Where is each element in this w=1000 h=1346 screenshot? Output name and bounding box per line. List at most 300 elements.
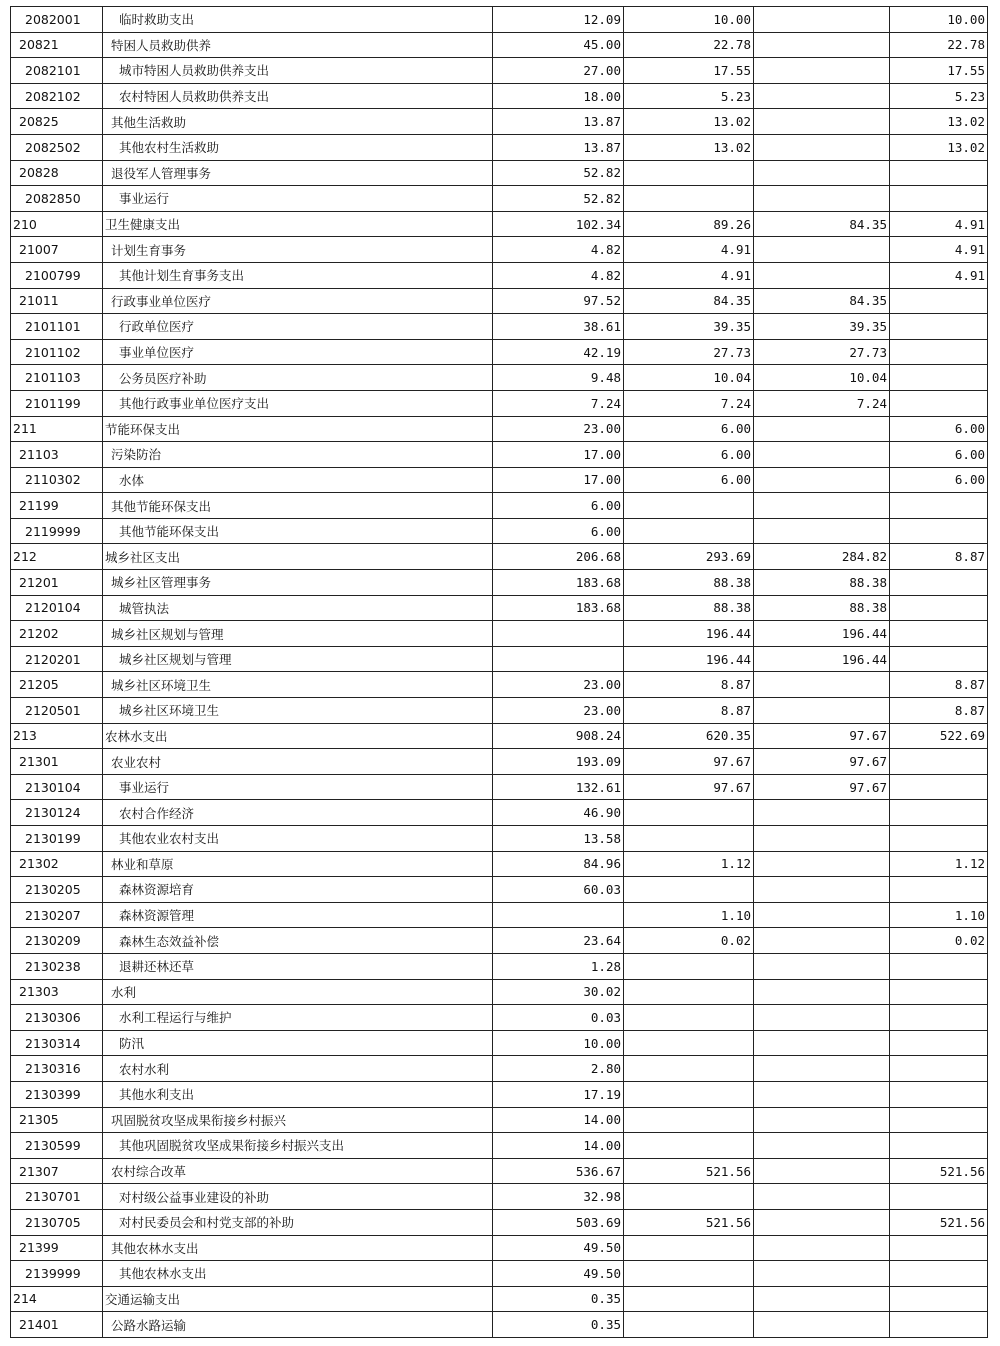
amount-col1-cell: 42.19 — [493, 339, 624, 365]
table-row — [11, 1235, 988, 1261]
amount-col2-cell: 196.44 — [624, 646, 754, 672]
amount-col3-cell — [754, 237, 890, 263]
amount-col4-cell — [890, 160, 988, 186]
amount-col1-cell: 9.48 — [493, 365, 624, 391]
account-code-cell: 213 — [11, 723, 103, 749]
amount-col1-cell: 49.50 — [493, 1235, 624, 1261]
amount-col1-cell: 1.28 — [493, 953, 624, 979]
account-code-cell: 211 — [11, 416, 103, 442]
amount-col4-cell — [890, 1005, 988, 1031]
amount-col1-cell: 13.87 — [493, 134, 624, 160]
amount-col1-cell: 102.34 — [493, 211, 624, 237]
table-row — [11, 134, 988, 160]
amount-col1-cell: 0.35 — [493, 1312, 624, 1338]
account-code-cell: 2130104 — [11, 774, 103, 800]
amount-col4-cell — [890, 390, 988, 416]
amount-col4-cell — [890, 1184, 988, 1210]
amount-col3-cell — [754, 518, 890, 544]
account-code-cell: 2139999 — [11, 1261, 103, 1287]
table-row — [11, 646, 988, 672]
account-name-cell: 其他计划生育事务支出 — [103, 262, 493, 288]
amount-col1-cell: 97.52 — [493, 288, 624, 314]
amount-col4-cell — [890, 953, 988, 979]
amount-col2-cell — [624, 1056, 754, 1082]
amount-col3-cell — [754, 851, 890, 877]
account-code-cell: 2130705 — [11, 1209, 103, 1235]
account-code-cell: 20825 — [11, 109, 103, 135]
amount-col4-cell — [890, 1261, 988, 1287]
amount-col1-cell: 27.00 — [493, 58, 624, 84]
account-code-cell: 214 — [11, 1286, 103, 1312]
amount-col2-cell — [624, 1261, 754, 1287]
account-name-cell: 城乡社区管理事务 — [103, 570, 493, 596]
account-code-cell: 2101102 — [11, 339, 103, 365]
amount-col4-cell — [890, 288, 988, 314]
amount-col1-cell: 503.69 — [493, 1209, 624, 1235]
amount-col2-cell — [624, 160, 754, 186]
account-name-cell: 防汛 — [103, 1030, 493, 1056]
account-name-cell: 农业农村 — [103, 749, 493, 775]
amount-col2-cell: 8.87 — [624, 672, 754, 698]
amount-col1-cell: 38.61 — [493, 314, 624, 340]
amount-col3-cell — [754, 467, 890, 493]
table-row — [11, 544, 988, 570]
amount-col4-cell: 17.55 — [890, 58, 988, 84]
account-name-cell: 城乡社区环境卫生 — [103, 672, 493, 698]
amount-col4-cell — [890, 800, 988, 826]
amount-col3-cell — [754, 877, 890, 903]
amount-col2-cell: 4.91 — [624, 262, 754, 288]
account-code-cell: 2101101 — [11, 314, 103, 340]
account-name-cell: 公路水路运输 — [103, 1312, 493, 1338]
amount-col2-cell: 13.02 — [624, 134, 754, 160]
account-name-cell: 农村特困人员救助供养支出 — [103, 83, 493, 109]
amount-col3-cell: 97.67 — [754, 749, 890, 775]
amount-col3-cell — [754, 826, 890, 852]
amount-col1-cell: 23.64 — [493, 928, 624, 954]
amount-col2-cell — [624, 1030, 754, 1056]
amount-col1-cell — [493, 646, 624, 672]
amount-col2-cell: 6.00 — [624, 467, 754, 493]
amount-col3-cell — [754, 109, 890, 135]
amount-col1-cell: 23.00 — [493, 416, 624, 442]
account-name-cell: 农林水支出 — [103, 723, 493, 749]
amount-col1-cell: 23.00 — [493, 672, 624, 698]
amount-col1-cell: 52.82 — [493, 186, 624, 212]
amount-col3-cell — [754, 1184, 890, 1210]
amount-col1-cell: 183.68 — [493, 570, 624, 596]
account-code-cell: 2130399 — [11, 1081, 103, 1107]
account-name-cell: 其他农村生活救助 — [103, 134, 493, 160]
account-code-cell: 2130599 — [11, 1133, 103, 1159]
account-code-cell: 21202 — [11, 621, 103, 647]
account-name-cell: 其他节能环保支出 — [103, 518, 493, 544]
amount-col3-cell — [754, 7, 890, 33]
account-code-cell: 2082001 — [11, 7, 103, 33]
account-name-cell: 污染防治 — [103, 442, 493, 468]
table-row — [11, 979, 988, 1005]
amount-col4-cell — [890, 1081, 988, 1107]
amount-col2-cell: 88.38 — [624, 570, 754, 596]
amount-col2-cell — [624, 826, 754, 852]
account-name-cell: 水利 — [103, 979, 493, 1005]
account-name-cell: 城乡社区规划与管理 — [103, 646, 493, 672]
account-code-cell: 2130314 — [11, 1030, 103, 1056]
amount-col1-cell: 18.00 — [493, 83, 624, 109]
amount-col1-cell: 2.80 — [493, 1056, 624, 1082]
amount-col4-cell: 6.00 — [890, 467, 988, 493]
account-code-cell: 2130207 — [11, 902, 103, 928]
amount-col1-cell: 45.00 — [493, 32, 624, 58]
amount-col1-cell: 4.82 — [493, 262, 624, 288]
amount-col4-cell: 521.56 — [890, 1158, 988, 1184]
amount-col2-cell: 521.56 — [624, 1209, 754, 1235]
amount-col3-cell: 88.38 — [754, 595, 890, 621]
account-code-cell: 2110302 — [11, 467, 103, 493]
table-row — [11, 186, 988, 212]
account-name-cell: 其他节能环保支出 — [103, 493, 493, 519]
amount-col3-cell: 7.24 — [754, 390, 890, 416]
account-name-cell: 城市特困人员救助供养支出 — [103, 58, 493, 84]
amount-col1-cell: 14.00 — [493, 1133, 624, 1159]
account-name-cell: 退耕还林还草 — [103, 953, 493, 979]
amount-col4-cell — [890, 621, 988, 647]
amount-col2-cell: 97.67 — [624, 774, 754, 800]
amount-col1-cell: 32.98 — [493, 1184, 624, 1210]
table-row — [11, 314, 988, 340]
amount-col1-cell: 0.03 — [493, 1005, 624, 1031]
amount-col1-cell: 908.24 — [493, 723, 624, 749]
amount-col2-cell: 6.00 — [624, 416, 754, 442]
amount-col4-cell: 522.69 — [890, 723, 988, 749]
account-name-cell: 其他行政事业单位医疗支出 — [103, 390, 493, 416]
amount-col4-cell — [890, 570, 988, 596]
amount-col1-cell: 132.61 — [493, 774, 624, 800]
amount-col3-cell — [754, 672, 890, 698]
amount-col1-cell: 7.24 — [493, 390, 624, 416]
account-code-cell: 21307 — [11, 1158, 103, 1184]
table-row — [11, 877, 988, 903]
amount-col3-cell — [754, 1158, 890, 1184]
amount-col3-cell: 27.73 — [754, 339, 890, 365]
amount-col3-cell: 97.67 — [754, 774, 890, 800]
table-row — [11, 262, 988, 288]
amount-col3-cell — [754, 1235, 890, 1261]
amount-col2-cell — [624, 1184, 754, 1210]
table-row — [11, 698, 988, 724]
account-code-cell: 2130316 — [11, 1056, 103, 1082]
account-code-cell: 2119999 — [11, 518, 103, 544]
amount-col1-cell: 6.00 — [493, 518, 624, 544]
amount-col4-cell — [890, 314, 988, 340]
amount-col3-cell — [754, 32, 890, 58]
account-name-cell: 农村水利 — [103, 1056, 493, 1082]
amount-col4-cell — [890, 1286, 988, 1312]
amount-col1-cell — [493, 902, 624, 928]
amount-col1-cell: 17.00 — [493, 442, 624, 468]
account-name-cell: 森林生态效益补偿 — [103, 928, 493, 954]
account-name-cell: 森林资源培育 — [103, 877, 493, 903]
account-name-cell: 事业运行 — [103, 186, 493, 212]
account-code-cell: 21103 — [11, 442, 103, 468]
amount-col1-cell: 13.58 — [493, 826, 624, 852]
table-row — [11, 518, 988, 544]
amount-col4-cell: 0.02 — [890, 928, 988, 954]
account-code-cell: 20828 — [11, 160, 103, 186]
account-code-cell: 2082101 — [11, 58, 103, 84]
account-name-cell: 水体 — [103, 467, 493, 493]
amount-col2-cell — [624, 186, 754, 212]
amount-col4-cell: 4.91 — [890, 262, 988, 288]
amount-col2-cell: 88.38 — [624, 595, 754, 621]
amount-col4-cell: 13.02 — [890, 109, 988, 135]
amount-col2-cell: 1.10 — [624, 902, 754, 928]
amount-col4-cell: 10.00 — [890, 7, 988, 33]
account-code-cell: 2130199 — [11, 826, 103, 852]
account-name-cell: 事业运行 — [103, 774, 493, 800]
amount-col2-cell — [624, 1312, 754, 1338]
account-code-cell: 2120104 — [11, 595, 103, 621]
amount-col4-cell — [890, 749, 988, 775]
amount-col4-cell — [890, 186, 988, 212]
table-row — [11, 1056, 988, 1082]
amount-col4-cell: 22.78 — [890, 32, 988, 58]
amount-col4-cell — [890, 1235, 988, 1261]
account-name-cell: 林业和草原 — [103, 851, 493, 877]
account-code-cell: 21401 — [11, 1312, 103, 1338]
table-row — [11, 493, 988, 519]
table-row — [11, 58, 988, 84]
account-code-cell: 212 — [11, 544, 103, 570]
amount-col3-cell — [754, 1056, 890, 1082]
amount-col1-cell: 23.00 — [493, 698, 624, 724]
account-name-cell: 卫生健康支出 — [103, 211, 493, 237]
table-row — [11, 749, 988, 775]
account-code-cell: 2082850 — [11, 186, 103, 212]
account-code-cell: 2101103 — [11, 365, 103, 391]
amount-col2-cell: 22.78 — [624, 32, 754, 58]
amount-col3-cell — [754, 1286, 890, 1312]
account-code-cell: 2130306 — [11, 1005, 103, 1031]
table-row — [11, 1261, 988, 1287]
table-row — [11, 160, 988, 186]
amount-col3-cell — [754, 902, 890, 928]
amount-col3-cell — [754, 800, 890, 826]
amount-col2-cell — [624, 1107, 754, 1133]
amount-col3-cell: 196.44 — [754, 646, 890, 672]
account-name-cell: 水利工程运行与维护 — [103, 1005, 493, 1031]
amount-col3-cell — [754, 979, 890, 1005]
account-name-cell: 交通运输支出 — [103, 1286, 493, 1312]
amount-col4-cell — [890, 1030, 988, 1056]
amount-col1-cell: 46.90 — [493, 800, 624, 826]
amount-col2-cell — [624, 1081, 754, 1107]
table-row — [11, 288, 988, 314]
account-name-cell: 行政单位医疗 — [103, 314, 493, 340]
amount-col4-cell: 6.00 — [890, 442, 988, 468]
account-name-cell: 退役军人管理事务 — [103, 160, 493, 186]
account-code-cell: 2120201 — [11, 646, 103, 672]
amount-col1-cell: 52.82 — [493, 160, 624, 186]
account-code-cell: 2130701 — [11, 1184, 103, 1210]
budget-table — [10, 6, 988, 1338]
amount-col1-cell: 6.00 — [493, 493, 624, 519]
account-code-cell: 21303 — [11, 979, 103, 1005]
amount-col3-cell — [754, 134, 890, 160]
amount-col2-cell: 27.73 — [624, 339, 754, 365]
account-code-cell: 2101199 — [11, 390, 103, 416]
account-code-cell: 21199 — [11, 493, 103, 519]
amount-col4-cell — [890, 979, 988, 1005]
amount-col2-cell — [624, 493, 754, 519]
amount-col1-cell: 193.09 — [493, 749, 624, 775]
amount-col4-cell — [890, 518, 988, 544]
amount-col3-cell: 84.35 — [754, 211, 890, 237]
account-code-cell: 2130205 — [11, 877, 103, 903]
amount-col1-cell: 14.00 — [493, 1107, 624, 1133]
amount-col3-cell — [754, 442, 890, 468]
amount-col4-cell — [890, 774, 988, 800]
amount-col1-cell: 10.00 — [493, 1030, 624, 1056]
amount-col3-cell: 88.38 — [754, 570, 890, 596]
amount-col2-cell: 84.35 — [624, 288, 754, 314]
amount-col3-cell: 284.82 — [754, 544, 890, 570]
amount-col2-cell: 521.56 — [624, 1158, 754, 1184]
table-row — [11, 595, 988, 621]
account-name-cell: 其他生活救助 — [103, 109, 493, 135]
account-name-cell: 其他农业农村支出 — [103, 826, 493, 852]
account-code-cell: 2120501 — [11, 698, 103, 724]
account-name-cell: 特困人员救助供养 — [103, 32, 493, 58]
amount-col2-cell: 6.00 — [624, 442, 754, 468]
amount-col2-cell — [624, 800, 754, 826]
account-name-cell: 巩固脱贫攻坚成果衔接乡村振兴 — [103, 1107, 493, 1133]
account-name-cell: 对村民委员会和村党支部的补助 — [103, 1209, 493, 1235]
account-code-cell: 21201 — [11, 570, 103, 596]
budget-table-body — [11, 7, 988, 1338]
amount-col2-cell — [624, 1005, 754, 1031]
amount-col3-cell — [754, 953, 890, 979]
account-code-cell: 20821 — [11, 32, 103, 58]
account-name-cell: 其他农林水支出 — [103, 1235, 493, 1261]
table-row — [11, 1209, 988, 1235]
table-row — [11, 211, 988, 237]
account-code-cell: 2130124 — [11, 800, 103, 826]
amount-col3-cell — [754, 928, 890, 954]
table-row — [11, 467, 988, 493]
account-code-cell: 21205 — [11, 672, 103, 698]
amount-col3-cell: 97.67 — [754, 723, 890, 749]
amount-col1-cell: 17.19 — [493, 1081, 624, 1107]
account-code-cell: 2082502 — [11, 134, 103, 160]
amount-col4-cell — [890, 1133, 988, 1159]
amount-col3-cell — [754, 83, 890, 109]
table-row — [11, 826, 988, 852]
account-code-cell: 21399 — [11, 1235, 103, 1261]
account-name-cell: 森林资源管理 — [103, 902, 493, 928]
amount-col2-cell: 97.67 — [624, 749, 754, 775]
amount-col3-cell — [754, 416, 890, 442]
amount-col2-cell: 293.69 — [624, 544, 754, 570]
account-name-cell: 城乡社区环境卫生 — [103, 698, 493, 724]
amount-col2-cell: 10.04 — [624, 365, 754, 391]
table-row — [11, 109, 988, 135]
amount-col1-cell: 60.03 — [493, 877, 624, 903]
amount-col4-cell: 4.91 — [890, 237, 988, 263]
amount-col1-cell: 4.82 — [493, 237, 624, 263]
amount-col3-cell: 39.35 — [754, 314, 890, 340]
amount-col4-cell: 1.12 — [890, 851, 988, 877]
amount-col1-cell: 30.02 — [493, 979, 624, 1005]
amount-col4-cell: 8.87 — [890, 672, 988, 698]
amount-col2-cell — [624, 1235, 754, 1261]
amount-col4-cell: 4.91 — [890, 211, 988, 237]
table-row — [11, 237, 988, 263]
account-code-cell: 21302 — [11, 851, 103, 877]
account-code-cell: 21305 — [11, 1107, 103, 1133]
amount-col2-cell: 7.24 — [624, 390, 754, 416]
amount-col2-cell: 196.44 — [624, 621, 754, 647]
table-row — [11, 442, 988, 468]
amount-col2-cell — [624, 1286, 754, 1312]
amount-col3-cell — [754, 186, 890, 212]
amount-col3-cell — [754, 1209, 890, 1235]
amount-col2-cell: 5.23 — [624, 83, 754, 109]
account-code-cell: 210 — [11, 211, 103, 237]
amount-col3-cell — [754, 1312, 890, 1338]
amount-col3-cell — [754, 1261, 890, 1287]
amount-col3-cell — [754, 1107, 890, 1133]
table-row — [11, 1030, 988, 1056]
account-name-cell: 城乡社区支出 — [103, 544, 493, 570]
amount-col2-cell: 17.55 — [624, 58, 754, 84]
amount-col3-cell: 84.35 — [754, 288, 890, 314]
table-row — [11, 83, 988, 109]
amount-col4-cell: 13.02 — [890, 134, 988, 160]
amount-col4-cell — [890, 1312, 988, 1338]
amount-col2-cell — [624, 979, 754, 1005]
amount-col4-cell: 6.00 — [890, 416, 988, 442]
amount-col3-cell — [754, 160, 890, 186]
amount-col2-cell: 10.00 — [624, 7, 754, 33]
account-name-cell: 公务员医疗补助 — [103, 365, 493, 391]
table-row — [11, 1312, 988, 1338]
table-row — [11, 1184, 988, 1210]
account-name-cell: 临时救助支出 — [103, 7, 493, 33]
table-row — [11, 902, 988, 928]
amount-col2-cell: 4.91 — [624, 237, 754, 263]
amount-col2-cell — [624, 953, 754, 979]
amount-col2-cell — [624, 1133, 754, 1159]
table-row — [11, 365, 988, 391]
amount-col1-cell: 536.67 — [493, 1158, 624, 1184]
amount-col3-cell — [754, 493, 890, 519]
amount-col4-cell — [890, 595, 988, 621]
table-row — [11, 570, 988, 596]
account-name-cell: 计划生育事务 — [103, 237, 493, 263]
account-code-cell: 2100799 — [11, 262, 103, 288]
amount-col3-cell — [754, 262, 890, 288]
table-row — [11, 953, 988, 979]
amount-col4-cell — [890, 365, 988, 391]
amount-col2-cell: 1.12 — [624, 851, 754, 877]
amount-col1-cell: 12.09 — [493, 7, 624, 33]
account-name-cell: 行政事业单位医疗 — [103, 288, 493, 314]
amount-col4-cell — [890, 339, 988, 365]
amount-col2-cell: 39.35 — [624, 314, 754, 340]
amount-col1-cell: 0.35 — [493, 1286, 624, 1312]
table-row — [11, 1158, 988, 1184]
